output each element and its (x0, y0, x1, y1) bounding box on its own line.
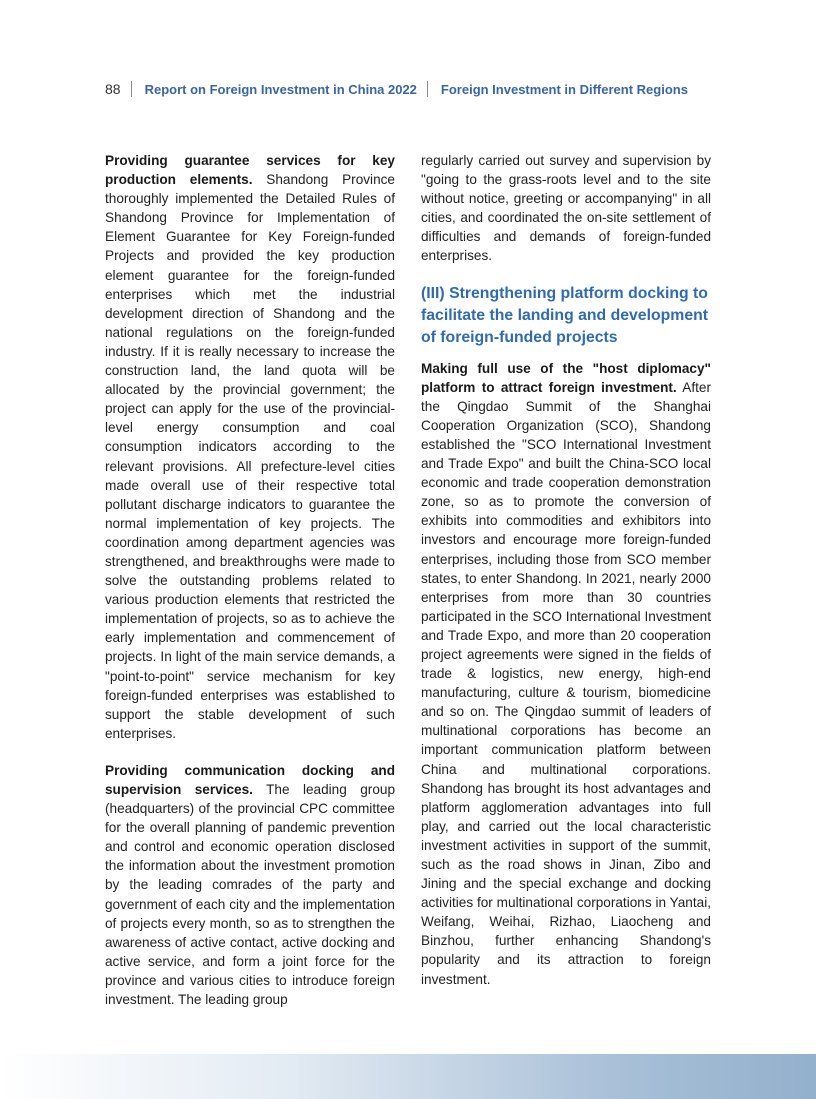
paragraph-lead: Providing communication docking and supervision services. (105, 762, 395, 797)
right-column (421, 151, 711, 989)
left-column (105, 151, 395, 1009)
page-number: 88 (105, 81, 121, 97)
running-header (105, 79, 688, 99)
paragraph-body: The leading group (headquarters) of the provincial CPC committee for the overall planning of pandemic prevention and control and economic operation disclosed the information about the investment promotion by the leading comrades of the party and government of each city and the implementation of projects every month, so as to strengthen the awareness of active contact, active docking and active service, and form a joint force for the province and various cities to introduce foreign investment. The leading group (105, 782, 396, 1008)
paragraph-lead: Making full use of the "host diplomacy" platform to attract foreign investment. (421, 360, 711, 395)
chapter-title: Foreign Investment in Different Regions (440, 81, 688, 97)
book-title: Report on Foreign Investment in China 2022 (144, 81, 417, 97)
paragraph-host-diplomacy (421, 359, 711, 989)
footer-decorative-band (0, 1054, 816, 1099)
paragraph-continuation: regularly carried out survey and supervision by "going to the grass-roots level and to the site without notice, greeting or accompanying" in all cities, and coordinated the on-site settlement of difficulties and demands of foreign-funded enterprises. (421, 153, 711, 264)
paragraph-body: Shandong Province thoroughly implemented the Detailed Rules of Shandong Province for Implementation of Element Guarantee for Key Foreign-funded Projects and provided the key production element guarantee for the foreign-funded enterprises which met the industrial development direction of Shandong and the national regulations on the foreign-funded industry. If it is really necessary to increase the construction land, the land quota will be allocated by the provincial government; the project can apply for the use of the provincial-level energy consumption and coal consumption indicators according to the relevant provisions. All prefecture-level cities made overall use of their respective total pollutant discharge indicators to guarantee the normal implementation of key projects. The coordination among department agencies was strengthened, and breakthroughs were made to solve the outstanding problems related to various production elements that restricted the implementation of projects, so as to achieve the early implementation and commencement of projects. In light of the main service demands, a "point-to-point" service mechanism for key foreign-funded enterprises was established to support the stable development of such enterprises. (105, 172, 395, 741)
paragraph-guarantee-services (105, 151, 395, 743)
header-divider (131, 81, 132, 97)
paragraph-communication-docking (105, 761, 395, 1009)
paragraph-body: After the Qingdao Summit of the Shanghai Cooperation Organization (SCO), Shandong established the "SCO International Investment and Trade Expo" and built the China-SCO local economic and trade cooperation demonstration zone, so as to promote the conversion of exhibits into commodities and exhibitors into investors and encourage more foreign-funded enterprises, including those from SCO member states, to enter Shandong. In 2021, nearly 2000 enterprises from more than 30 countries participated in the SCO International Investment and Trade Expo, and more than 20 cooperation project agreements were signed in the fields of trade & logistics, new energy, high-end manufacturing, culture & tourism, biomedicine and so on. The Qingdao summit of leaders of multinational corporations has become an important communication platform between China and multinational corporations. Shandong has brought its host advantages and platform agglomeration advantages into full play, and carried out the local characteristic investment activities in support of the summit, such as the road shows in Jinan, Zibo and Jining and the special exchange and docking activities for multinational corporations in Yantai, Weifang, Weihai, Rizhao, Liaocheng and Binzhou, further enhancing Shandong's popularity and its attraction to foreign investment. (421, 379, 711, 987)
paragraph-lead: Providing guarantee services for key production elements. (105, 153, 395, 188)
section-heading: (III) Strengthening platform docking to facilitate the landing and development of foreign-funded projects (421, 284, 709, 346)
header-divider (427, 81, 428, 97)
